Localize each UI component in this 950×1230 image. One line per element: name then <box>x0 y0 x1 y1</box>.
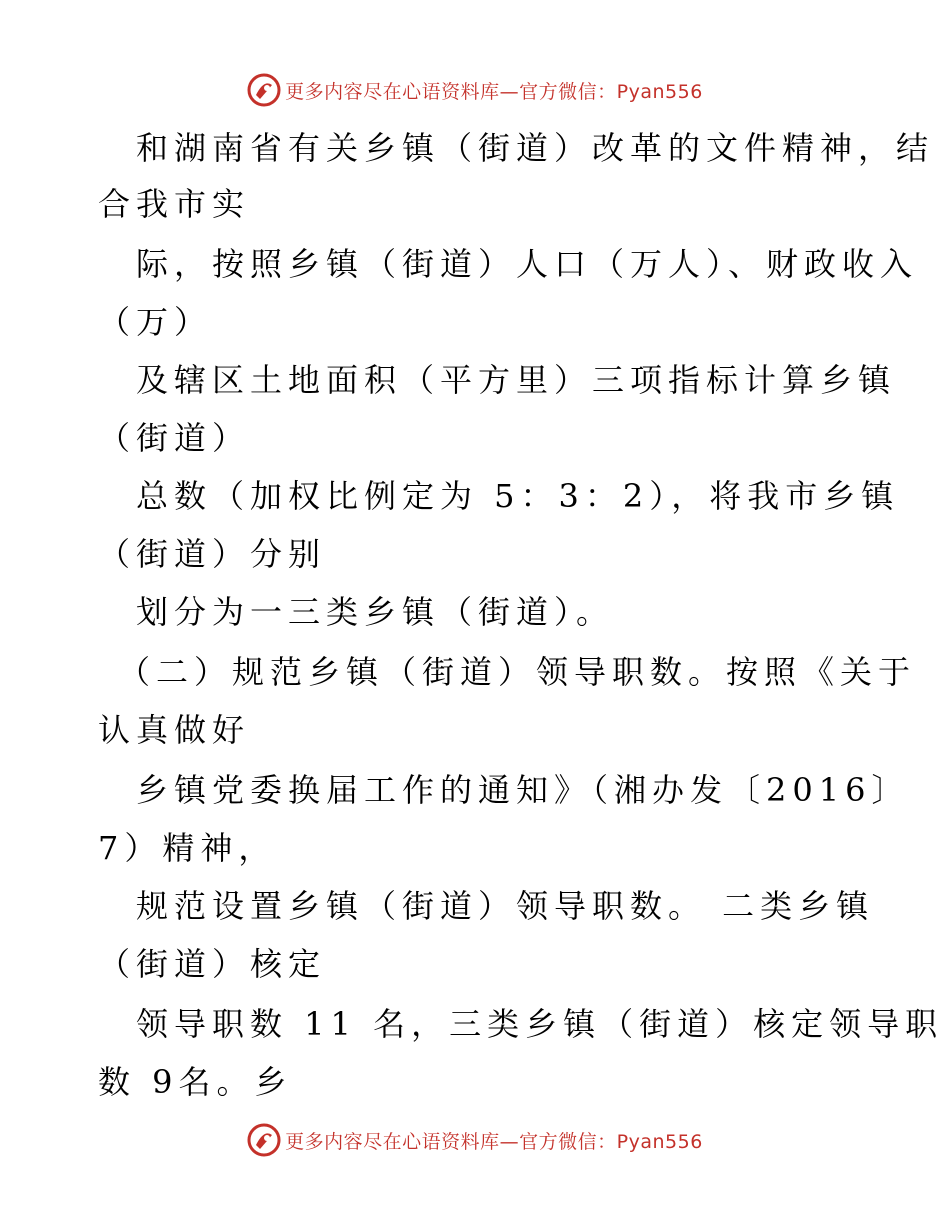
ribbon-logo-icon <box>247 73 281 107</box>
text-line: 领导职数 11 名，三类乡镇（街道）核定领导职 <box>136 1005 944 1043</box>
text-line: （街道）分别 <box>98 535 327 573</box>
text-line: （二）规范乡镇（街道）领导职数。按照《关于 <box>118 653 917 691</box>
text-line: 合我市实 <box>98 185 251 223</box>
watermark-text: 更多内容尽在心语资料库—官方微信：Pyan556 <box>285 1130 703 1153</box>
text-line: 7）精神， <box>98 829 277 867</box>
text-line: （街道）核定 <box>98 945 327 983</box>
watermark-footer <box>0 1120 950 1160</box>
text-line: 乡镇党委换届工作的通知》（湘办发〔2016〕 <box>136 771 910 809</box>
watermark-header <box>0 70 950 110</box>
watermark-text: 更多内容尽在心语资料库—官方微信：Pyan556 <box>285 80 703 103</box>
text-line: 总数（加权比例定为 5：3：2），将我市乡镇 <box>136 477 900 515</box>
text-line: 及辖区土地面积（平方里）三项指标计算乡镇 <box>136 361 897 399</box>
text-line: 划分为一三类乡镇（街道）。 <box>136 593 615 631</box>
text-line: 规范设置乡镇（街道）领导职数。 二类乡镇 <box>136 887 875 925</box>
text-line: 际，按照乡镇（街道）人口（万人）、财政收入 <box>136 245 919 283</box>
text-line: （街道） <box>98 419 251 457</box>
text-line: 认真做好 <box>98 711 251 749</box>
text-line: 和湖南省有关乡镇（街道）改革的文件精神，结 <box>136 129 935 167</box>
ribbon-logo-icon <box>247 1123 281 1157</box>
text-line: （万） <box>98 303 213 341</box>
text-line: 数 9名。乡 <box>98 1063 293 1101</box>
